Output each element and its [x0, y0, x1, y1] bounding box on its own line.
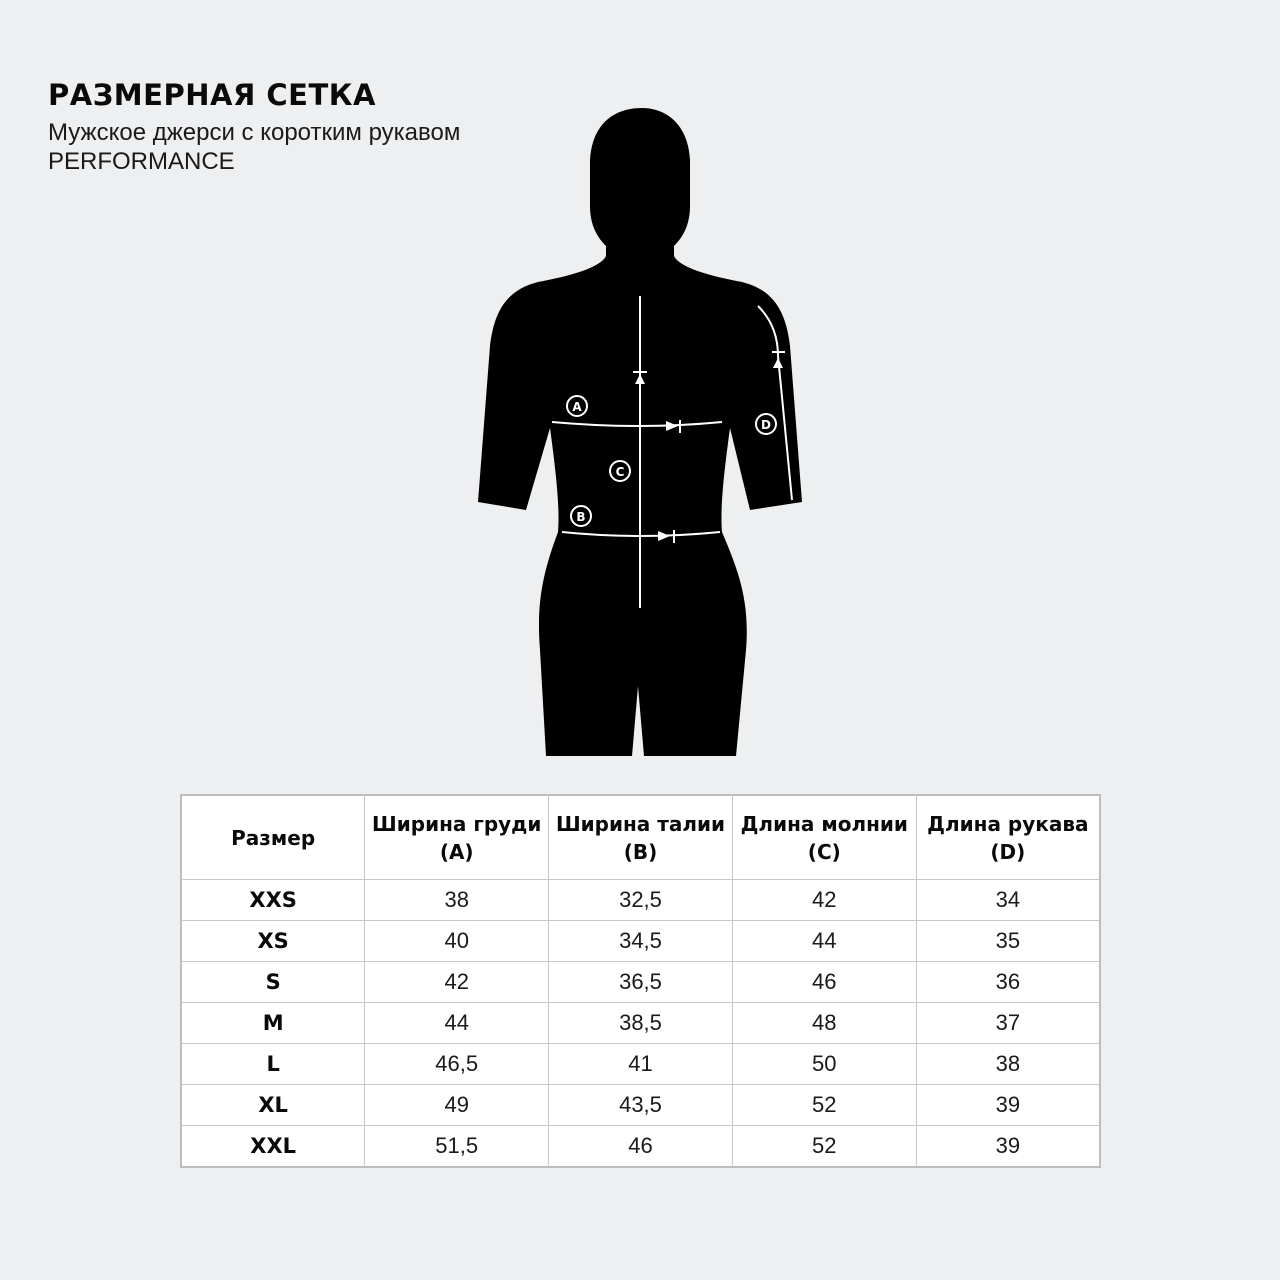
table-header-row — [181, 795, 1100, 880]
chest-cell: 49 — [365, 1085, 549, 1126]
page-title: РАЗМЕРНАЯ СЕТКА — [48, 78, 376, 112]
zip-cell: 44 — [732, 921, 916, 962]
size-cell: XXL — [181, 1126, 365, 1168]
size-cell: M — [181, 1003, 365, 1044]
chest-cell: 44 — [365, 1003, 549, 1044]
table-row — [181, 1003, 1100, 1044]
table-row — [181, 962, 1100, 1003]
size-cell: XL — [181, 1085, 365, 1126]
size-cell: XS — [181, 921, 365, 962]
chest-cell: 42 — [365, 962, 549, 1003]
size-cell: L — [181, 1044, 365, 1085]
size-cell: XXS — [181, 880, 365, 921]
sleeve-cell: 36 — [916, 962, 1100, 1003]
waist-cell: 36,5 — [549, 962, 733, 1003]
svg-text:D: D — [761, 418, 771, 432]
measurement-diagram — [460, 100, 820, 770]
header-sleeve-length: Длина рукава (D) — [916, 795, 1100, 880]
sleeve-cell: 35 — [916, 921, 1100, 962]
table-row — [181, 921, 1100, 962]
waist-cell: 43,5 — [549, 1085, 733, 1126]
size-chart-table — [180, 794, 1101, 1168]
zip-cell: 46 — [732, 962, 916, 1003]
chest-cell: 46,5 — [365, 1044, 549, 1085]
header-waist-width: Ширина талии (B) — [549, 795, 733, 880]
product-name: Мужское джерси с коротким рукавом — [48, 119, 461, 146]
table-row — [181, 1085, 1100, 1126]
svg-text:C: C — [615, 465, 625, 479]
sleeve-cell: 34 — [916, 880, 1100, 921]
zip-cell: 50 — [732, 1044, 916, 1085]
chest-cell: 51,5 — [365, 1126, 549, 1168]
waist-cell: 38,5 — [549, 1003, 733, 1044]
sleeve-cell: 39 — [916, 1126, 1100, 1168]
body-silhouette-figure — [460, 100, 820, 770]
sleeve-cell: 38 — [916, 1044, 1100, 1085]
product-line: PERFORMANCE — [48, 148, 235, 175]
product-subtitle — [48, 118, 460, 176]
chest-cell: 38 — [365, 880, 549, 921]
waist-cell: 46 — [549, 1126, 733, 1168]
header-zip-length: Длина молнии (C) — [732, 795, 916, 880]
sleeve-cell: 39 — [916, 1085, 1100, 1126]
waist-cell: 32,5 — [549, 880, 733, 921]
size-cell: S — [181, 962, 365, 1003]
sleeve-cell: 37 — [916, 1003, 1100, 1044]
table-row — [181, 880, 1100, 921]
zip-cell: 52 — [732, 1085, 916, 1126]
waist-cell: 41 — [549, 1044, 733, 1085]
zip-cell: 52 — [732, 1126, 916, 1168]
svg-text:A: A — [572, 400, 582, 414]
waist-cell: 34,5 — [549, 921, 733, 962]
table-row — [181, 1126, 1100, 1168]
header-size: Размер — [181, 795, 365, 880]
zip-cell: 48 — [732, 1003, 916, 1044]
svg-text:B: B — [576, 510, 586, 524]
header-chest-width: Ширина груди (A) — [365, 795, 549, 880]
table-row — [181, 1044, 1100, 1085]
zip-cell: 42 — [732, 880, 916, 921]
chest-cell: 40 — [365, 921, 549, 962]
